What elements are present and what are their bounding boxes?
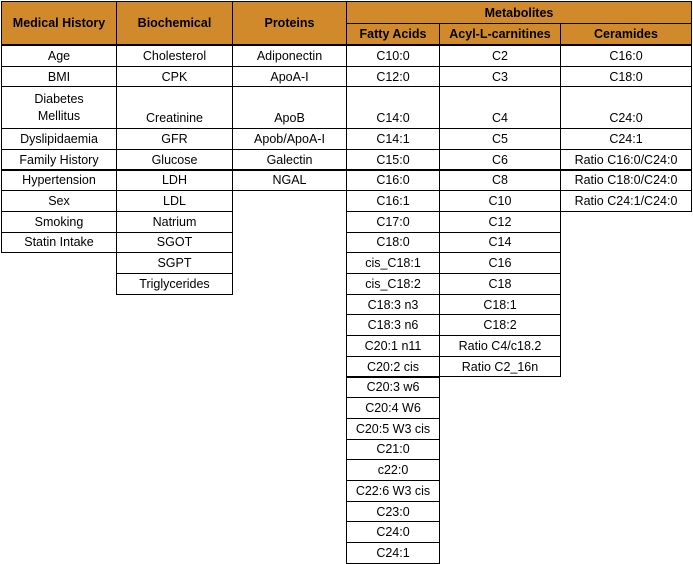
- cell-fatty-acids: C10:0: [346, 45, 440, 67]
- header-ceramides: Ceramides: [560, 23, 692, 45]
- cell-fatty-acids: C14:1: [346, 128, 440, 150]
- cell-ceramides: C24:0: [560, 86, 692, 129]
- cell-biochemical: GFR: [116, 128, 233, 150]
- cell-biochemical: LDH: [116, 170, 233, 192]
- cell-medical-history: Diabetes Mellitus: [1, 86, 117, 129]
- cell-acyl-l-carnitines: C3: [439, 66, 561, 88]
- cell-ceramides: Ratio C18:0/C24:0: [560, 170, 692, 192]
- cell-acyl-l-carnitines: Ratio C4/c18.2: [439, 335, 561, 357]
- cell-biochemical: Triglycerides: [116, 273, 233, 295]
- cell-ceramides: C16:0: [560, 45, 692, 67]
- header-biochemical: Biochemical: [116, 1, 233, 45]
- cell-biochemical: Creatinine: [116, 86, 233, 129]
- cell-fatty-acids: C18:3 n6: [346, 314, 440, 336]
- cell-medical-history: Age: [1, 45, 117, 67]
- header-proteins: Proteins: [232, 1, 347, 45]
- cell-biochemical: Natrium: [116, 211, 233, 233]
- cell-fatty-acids: C20:3 w6: [346, 377, 440, 399]
- header-medical-history: Medical History: [1, 1, 117, 45]
- cell-medical-history: BMI: [1, 66, 117, 88]
- cell-fatty-acids: C20:5 W3 cis: [346, 418, 440, 440]
- cell-proteins: Galectin: [232, 149, 347, 171]
- cell-acyl-l-carnitines: C5: [439, 128, 561, 150]
- cell-medical-history: Family History: [1, 149, 117, 171]
- cell-acyl-l-carnitines: C18:1: [439, 294, 561, 316]
- cell-fatty-acids: C20:4 W6: [346, 397, 440, 419]
- cell-fatty-acids: C18:0: [346, 232, 440, 254]
- header-acyl-l-carnitines: Acyl-L-carnitines: [439, 23, 561, 45]
- cell-medical-history: Smoking: [1, 211, 117, 233]
- cell-acyl-l-carnitines: C14: [439, 232, 561, 254]
- cell-fatty-acids: C23:0: [346, 501, 440, 523]
- cell-acyl-l-carnitines: C12: [439, 211, 561, 233]
- cell-medical-history: Dyslipidaemia: [1, 128, 117, 150]
- cell-fatty-acids: cis_C18:2: [346, 273, 440, 295]
- cell-fatty-acids: C21:0: [346, 439, 440, 461]
- cell-fatty-acids: C20:2 cis: [346, 356, 440, 378]
- cell-fatty-acids: c22:0: [346, 459, 440, 481]
- cell-biochemical: SGOT: [116, 232, 233, 254]
- cell-biochemical: Cholesterol: [116, 45, 233, 67]
- cell-biochemical: CPK: [116, 66, 233, 88]
- cell-medical-history: Sex: [1, 190, 117, 212]
- cell-ceramides: Ratio C16:0/C24:0: [560, 149, 692, 171]
- cell-proteins: ApoB: [232, 86, 347, 129]
- cell-acyl-l-carnitines: Ratio C2_16n: [439, 356, 561, 378]
- cell-proteins: Apob/ApoA-I: [232, 128, 347, 150]
- cell-proteins: Adiponectin: [232, 45, 347, 67]
- cell-fatty-acids: C22:6 W3 cis: [346, 480, 440, 502]
- cell-proteins: NGAL: [232, 170, 347, 192]
- cell-proteins: ApoA-I: [232, 66, 347, 88]
- cell-acyl-l-carnitines: C18: [439, 273, 561, 295]
- cell-fatty-acids: C18:3 n3: [346, 294, 440, 316]
- cell-ceramides: Ratio C24:1/C24:0: [560, 190, 692, 212]
- cell-ceramides: C24:1: [560, 128, 692, 150]
- cell-medical-history: Statin Intake: [1, 232, 117, 254]
- cell-fatty-acids: C24:0: [346, 521, 440, 543]
- cell-fatty-acids: C12:0: [346, 66, 440, 88]
- cell-fatty-acids: C20:1 n11: [346, 335, 440, 357]
- cell-biochemical: LDL: [116, 190, 233, 212]
- header-metabolites: Metabolites: [346, 1, 692, 24]
- cell-acyl-l-carnitines: C10: [439, 190, 561, 212]
- cell-fatty-acids: C14:0: [346, 86, 440, 129]
- cell-medical-history: Hypertension: [1, 170, 117, 192]
- cell-fatty-acids: C16:0: [346, 170, 440, 192]
- cell-ceramides: C18:0: [560, 66, 692, 88]
- cell-fatty-acids: C15:0: [346, 149, 440, 171]
- cell-acyl-l-carnitines: C18:2: [439, 314, 561, 336]
- cell-acyl-l-carnitines: C6: [439, 149, 561, 171]
- cell-acyl-l-carnitines: C2: [439, 45, 561, 67]
- cell-fatty-acids: C24:1: [346, 542, 440, 564]
- cell-acyl-l-carnitines: C8: [439, 170, 561, 192]
- cell-fatty-acids: cis_C18:1: [346, 252, 440, 274]
- cell-fatty-acids: C17:0: [346, 211, 440, 233]
- cell-acyl-l-carnitines: C4: [439, 86, 561, 129]
- cell-fatty-acids: C16:1: [346, 190, 440, 212]
- header-fatty-acids: Fatty Acids: [346, 23, 440, 45]
- cell-biochemical: SGPT: [116, 252, 233, 274]
- cell-biochemical: Glucose: [116, 149, 233, 171]
- cell-acyl-l-carnitines: C16: [439, 252, 561, 274]
